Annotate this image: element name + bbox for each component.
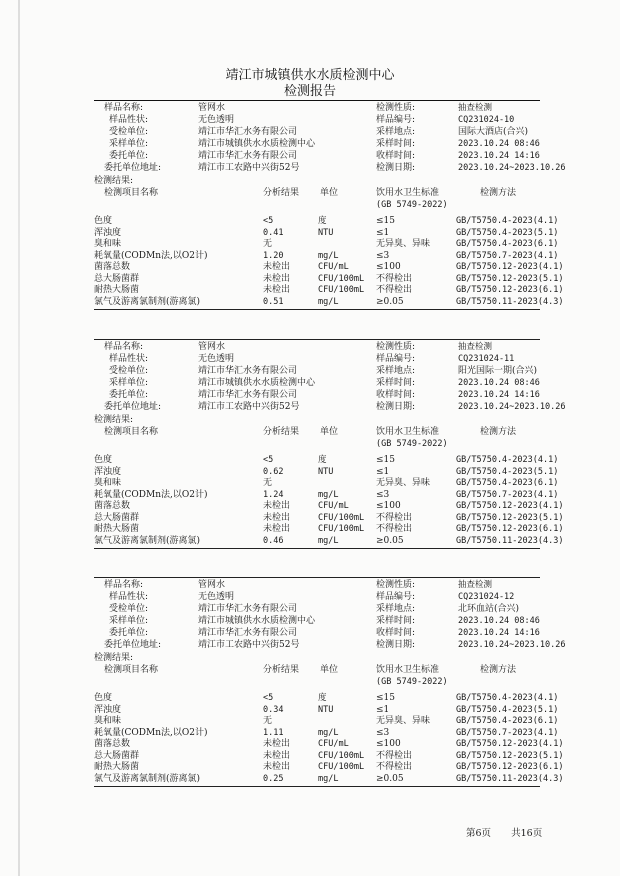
field-label: 样品名称:	[104, 103, 144, 113]
field-label: 采样单位:	[109, 378, 149, 388]
col-header-std2: (GB 5749-2022)	[376, 200, 448, 210]
col-header-std: 饮用水卫生标准	[376, 665, 440, 675]
row-std: ≥0.05	[376, 535, 404, 546]
field-label: 受检单位:	[109, 127, 149, 137]
field-value-name: 管网水	[198, 103, 226, 113]
row-unit: 度	[318, 455, 327, 465]
row-item: 臭和味	[94, 716, 122, 726]
row-std: ≤15	[376, 216, 395, 226]
row-method: GB/T5750.4-2023(4.1)	[456, 455, 559, 465]
row-item: 色度	[94, 216, 113, 226]
row-std: ≤3	[376, 250, 390, 261]
row-unit: mg/L	[318, 296, 339, 307]
row-unit: 度	[318, 216, 327, 226]
field-label: 样品性状:	[109, 354, 149, 364]
field-label: 委托单位:	[109, 628, 149, 638]
row-method: GB/T5750.4-2023(6.1)	[456, 716, 559, 726]
row-method: GB/T5750.12-2023(6.1)	[456, 762, 564, 772]
row-method: GB/T5750.12-2023(4.1)	[456, 739, 564, 749]
row-item: 菌落总数	[94, 501, 131, 511]
field-label: 收样时间:	[376, 151, 416, 161]
field-label: 样品性状:	[109, 115, 149, 125]
org-title: 靖江市城镇供水水质检测中心	[225, 68, 395, 83]
field-label: 样品名称:	[104, 580, 144, 590]
col-header-method: 检测方法	[480, 665, 517, 675]
row-method: GB/T5750.4-2023(6.1)	[456, 478, 559, 488]
col-header-item: 检测项目名称	[104, 427, 159, 437]
field-label: 采样时间:	[376, 616, 416, 626]
row-result: <5	[263, 455, 274, 465]
row-std: ≤100	[376, 262, 401, 272]
row-unit: CFU/mL	[318, 739, 349, 749]
row-method: GB/T5750.4-2023(4.1)	[456, 693, 559, 703]
field-value-inspected: 靖江市华汇水务有限公司	[198, 366, 298, 376]
field-value-nature: 抽查检测	[458, 342, 493, 352]
row-method: GB/T5750.7-2023(4.1)	[456, 250, 559, 261]
row-method: GB/T5750.4-2023(5.1)	[456, 227, 559, 238]
col-header-std: 饮用水卫生标准	[376, 427, 440, 437]
row-unit: CFU/100mL	[318, 750, 365, 761]
field-value-client: 靖江市华汇水务有限公司	[198, 628, 298, 638]
row-unit: mg/L	[318, 773, 339, 784]
row-item: 浑浊度	[94, 227, 122, 238]
field-value-client: 靖江市华汇水务有限公司	[198, 151, 298, 161]
row-method: GB/T5750.12-2023(4.1)	[456, 501, 564, 511]
row-std: 不得检出	[376, 750, 413, 761]
field-label: 收样时间:	[376, 628, 416, 638]
row-std: 不得检出	[376, 762, 413, 772]
row-result: 0.46	[263, 535, 284, 546]
row-item: 耗氧量(CODMn法,以O2计)	[94, 727, 208, 738]
col-header-unit: 单位	[320, 665, 339, 675]
row-result: 1.11	[263, 727, 284, 738]
field-value-state: 无色透明	[198, 592, 235, 602]
page-total: 共16页	[511, 828, 543, 839]
row-item: 氯气及游离氯制剂(游离氯)	[94, 773, 201, 784]
field-label: 采样时间:	[376, 378, 416, 388]
field-label: 检测日期:	[376, 163, 416, 173]
field-label: 样品编号:	[376, 115, 416, 125]
field-label: 检测性质:	[376, 103, 416, 113]
field-value-rtime: 2023.10.24 14:16	[458, 628, 540, 638]
field-value-tdate: 2023.10.24~2023.10.26	[458, 402, 566, 412]
field-label: 样品编号:	[376, 592, 416, 602]
col-header-result: 分析结果	[263, 188, 300, 198]
row-item: 总大肠菌群	[94, 750, 140, 761]
section-bottom-rule	[94, 786, 540, 787]
row-std: 不得检出	[376, 273, 413, 284]
results-heading: 检测结果:	[94, 653, 134, 663]
field-value-address: 靖江市工农路中兴街52号	[198, 163, 300, 173]
field-label: 检测日期:	[376, 640, 416, 650]
row-method: GB/T5750.12-2023(6.1)	[456, 524, 564, 534]
row-result: 未检出	[263, 750, 291, 761]
row-result: 未检出	[263, 762, 291, 772]
field-value-address: 靖江市工农路中兴街52号	[198, 640, 300, 650]
section-top-rule	[94, 577, 540, 578]
col-header-item: 检测项目名称	[104, 188, 159, 198]
field-label: 受检单位:	[109, 604, 149, 614]
row-item: 耐热大肠菌	[94, 285, 140, 295]
col-header-std: 饮用水卫生标准	[376, 188, 440, 198]
row-method: GB/T5750.7-2023(4.1)	[456, 727, 559, 738]
row-item: 菌落总数	[94, 262, 131, 272]
row-std: 不得检出	[376, 285, 413, 295]
field-value-name: 管网水	[198, 580, 226, 590]
row-std: 无异臭、异味	[376, 478, 431, 488]
row-std: 不得检出	[376, 524, 413, 534]
field-value-sampler: 靖江市城镇供水水质检测中心	[198, 139, 316, 149]
section-top-rule	[94, 339, 540, 340]
row-method: GB/T5750.12-2023(6.1)	[456, 285, 564, 295]
row-result: 0.25	[263, 773, 284, 784]
row-result: 未检出	[263, 739, 291, 749]
col-header-method: 检测方法	[480, 188, 517, 198]
row-result: 无	[263, 716, 273, 726]
row-unit: 度	[318, 693, 327, 703]
field-value-inspected: 靖江市华汇水务有限公司	[198, 604, 298, 614]
field-value-site: 北环血站(合兴)	[458, 604, 520, 614]
report-header	[0, 68, 620, 100]
field-value-address: 靖江市工农路中兴街52号	[198, 402, 300, 412]
field-value-site: 国际大酒店(合兴)	[458, 127, 529, 137]
row-method: GB/T5750.4-2023(5.1)	[456, 704, 559, 715]
row-std: ≤3	[376, 727, 390, 738]
col-header-method: 检测方法	[480, 427, 517, 437]
field-value-name: 管网水	[198, 342, 226, 352]
row-unit: NTU	[318, 704, 334, 715]
row-result: 0.62	[263, 466, 284, 477]
field-value-tdate: 2023.10.24~2023.10.26	[458, 163, 566, 173]
row-item: 耗氧量(CODMn法,以O2计)	[94, 489, 208, 500]
field-label: 样品编号:	[376, 354, 416, 364]
field-value-stime: 2023.10.24 08:46	[458, 616, 540, 626]
row-item: 浑浊度	[94, 466, 122, 477]
row-unit: mg/L	[318, 489, 339, 500]
row-method: GB/T5750.11-2023(4.3)	[456, 296, 564, 307]
section-bottom-rule	[94, 548, 540, 549]
col-header-unit: 单位	[320, 188, 339, 198]
col-header-std2: (GB 5749-2022)	[376, 439, 448, 449]
row-item: 耐热大肠菌	[94, 762, 140, 772]
field-label: 样品名称:	[104, 342, 144, 352]
field-value-site: 阳光国际一期(合兴)	[458, 366, 538, 376]
row-item: 菌落总数	[94, 739, 131, 749]
results-heading: 检测结果:	[94, 176, 134, 186]
row-method: GB/T5750.12-2023(4.1)	[456, 262, 564, 272]
field-label: 采样地点:	[376, 604, 416, 614]
row-std: ≤1	[376, 704, 390, 715]
field-value-rtime: 2023.10.24 14:16	[458, 390, 540, 400]
row-method: GB/T5750.4-2023(6.1)	[456, 239, 559, 249]
row-std: 不得检出	[376, 512, 413, 523]
field-label: 样品性状:	[109, 592, 149, 602]
field-label: 委托单位地址:	[104, 163, 162, 173]
field-value-sampler: 靖江市城镇供水水质检测中心	[198, 378, 316, 388]
row-std: ≤100	[376, 501, 401, 511]
page-footer	[466, 825, 542, 839]
row-result: 未检出	[263, 501, 291, 511]
row-method: GB/T5750.12-2023(5.1)	[456, 273, 564, 284]
row-unit: CFU/mL	[318, 262, 349, 272]
row-method: GB/T5750.11-2023(4.3)	[456, 773, 564, 784]
col-header-item: 检测项目名称	[104, 665, 159, 675]
field-value-no: CQ231024-12	[458, 592, 515, 602]
row-unit: mg/L	[318, 727, 339, 738]
row-unit: CFU/100mL	[318, 512, 365, 523]
row-result: 无	[263, 239, 273, 249]
row-std: ≥0.05	[376, 773, 404, 784]
report-title: 检测报告	[283, 84, 336, 99]
row-result: 0.34	[263, 704, 284, 715]
field-value-nature: 抽查检测	[458, 103, 493, 113]
row-result: 未检出	[263, 262, 291, 272]
row-item: 耗氧量(CODMn法,以O2计)	[94, 250, 208, 261]
field-label: 检测性质:	[376, 342, 416, 352]
row-item: 耐热大肠菌	[94, 524, 140, 534]
field-label: 检测性质:	[376, 580, 416, 590]
row-result: 未检出	[263, 285, 291, 295]
field-value-stime: 2023.10.24 08:46	[458, 139, 540, 149]
page-number: 第6页	[466, 828, 492, 839]
row-method: GB/T5750.7-2023(4.1)	[456, 489, 559, 500]
row-result: 无	[263, 478, 273, 488]
row-result: <5	[263, 693, 274, 703]
row-std: ≤1	[376, 466, 390, 477]
row-result: 未检出	[263, 273, 291, 284]
row-item: 色度	[94, 455, 113, 465]
field-label: 委托单位地址:	[104, 402, 162, 412]
section-bottom-rule	[94, 309, 540, 310]
col-header-result: 分析结果	[263, 427, 300, 437]
row-unit: mg/L	[318, 535, 339, 546]
row-unit: mg/L	[318, 250, 339, 261]
row-item: 臭和味	[94, 478, 122, 488]
results-heading: 检测结果:	[94, 415, 134, 425]
row-unit: CFU/100mL	[318, 285, 365, 295]
field-label: 检测日期:	[376, 402, 416, 412]
col-header-unit: 单位	[320, 427, 339, 437]
field-label: 委托单位:	[109, 390, 149, 400]
row-result: <5	[263, 216, 274, 226]
row-item: 氯气及游离氯制剂(游离氯)	[94, 296, 201, 307]
row-unit: NTU	[318, 466, 334, 477]
row-std: ≤100	[376, 739, 401, 749]
field-value-rtime: 2023.10.24 14:16	[458, 151, 540, 161]
row-item: 色度	[94, 693, 113, 703]
row-unit: CFU/mL	[318, 501, 349, 511]
row-item: 臭和味	[94, 239, 122, 249]
row-method: GB/T5750.4-2023(5.1)	[456, 466, 559, 477]
section-top-rule	[94, 100, 540, 101]
row-std: ≤15	[376, 455, 395, 465]
row-result: 未检出	[263, 524, 291, 534]
row-method: GB/T5750.11-2023(4.3)	[456, 535, 564, 546]
field-value-client: 靖江市华汇水务有限公司	[198, 390, 298, 400]
row-std: ≤15	[376, 693, 395, 703]
row-result: 1.20	[263, 250, 284, 261]
row-method: GB/T5750.12-2023(5.1)	[456, 750, 564, 761]
field-value-no: CQ231024-11	[458, 354, 515, 364]
field-value-tdate: 2023.10.24~2023.10.26	[458, 640, 566, 650]
field-label: 委托单位地址:	[104, 640, 162, 650]
col-header-result: 分析结果	[263, 665, 300, 675]
row-unit: CFU/100mL	[318, 273, 365, 284]
row-result: 0.41	[263, 227, 284, 238]
scan-edge	[18, 0, 20, 876]
field-label: 采样单位:	[109, 139, 149, 149]
row-result: 1.24	[263, 489, 284, 500]
row-result: 0.51	[263, 296, 284, 307]
field-label: 委托单位:	[109, 151, 149, 161]
col-header-std2: (GB 5749-2022)	[376, 677, 448, 687]
field-value-no: CQ231024-10	[458, 115, 515, 125]
row-std: ≥0.05	[376, 296, 404, 307]
row-unit: NTU	[318, 227, 334, 238]
field-value-state: 无色透明	[198, 354, 235, 364]
field-label: 收样时间:	[376, 390, 416, 400]
field-label: 采样单位:	[109, 616, 149, 626]
field-value-state: 无色透明	[198, 115, 235, 125]
row-std: ≤3	[376, 489, 390, 500]
row-item: 总大肠菌群	[94, 512, 140, 523]
row-item: 氯气及游离氯制剂(游离氯)	[94, 535, 201, 546]
row-unit: CFU/100mL	[318, 762, 365, 772]
field-value-sampler: 靖江市城镇供水水质检测中心	[198, 616, 316, 626]
row-unit: CFU/100mL	[318, 524, 365, 534]
field-label: 受检单位:	[109, 366, 149, 376]
field-value-inspected: 靖江市华汇水务有限公司	[198, 127, 298, 137]
row-item: 浑浊度	[94, 704, 122, 715]
row-method: GB/T5750.4-2023(4.1)	[456, 216, 559, 226]
row-result: 未检出	[263, 512, 291, 523]
row-item: 总大肠菌群	[94, 273, 140, 284]
row-std: 无异臭、异味	[376, 716, 431, 726]
field-value-stime: 2023.10.24 08:46	[458, 378, 540, 388]
field-value-nature: 抽查检测	[458, 580, 493, 590]
field-label: 采样时间:	[376, 139, 416, 149]
row-method: GB/T5750.12-2023(5.1)	[456, 512, 564, 523]
row-std: ≤1	[376, 227, 390, 238]
row-std: 无异臭、异味	[376, 239, 431, 249]
field-label: 采样地点:	[376, 366, 416, 376]
field-label: 采样地点:	[376, 127, 416, 137]
